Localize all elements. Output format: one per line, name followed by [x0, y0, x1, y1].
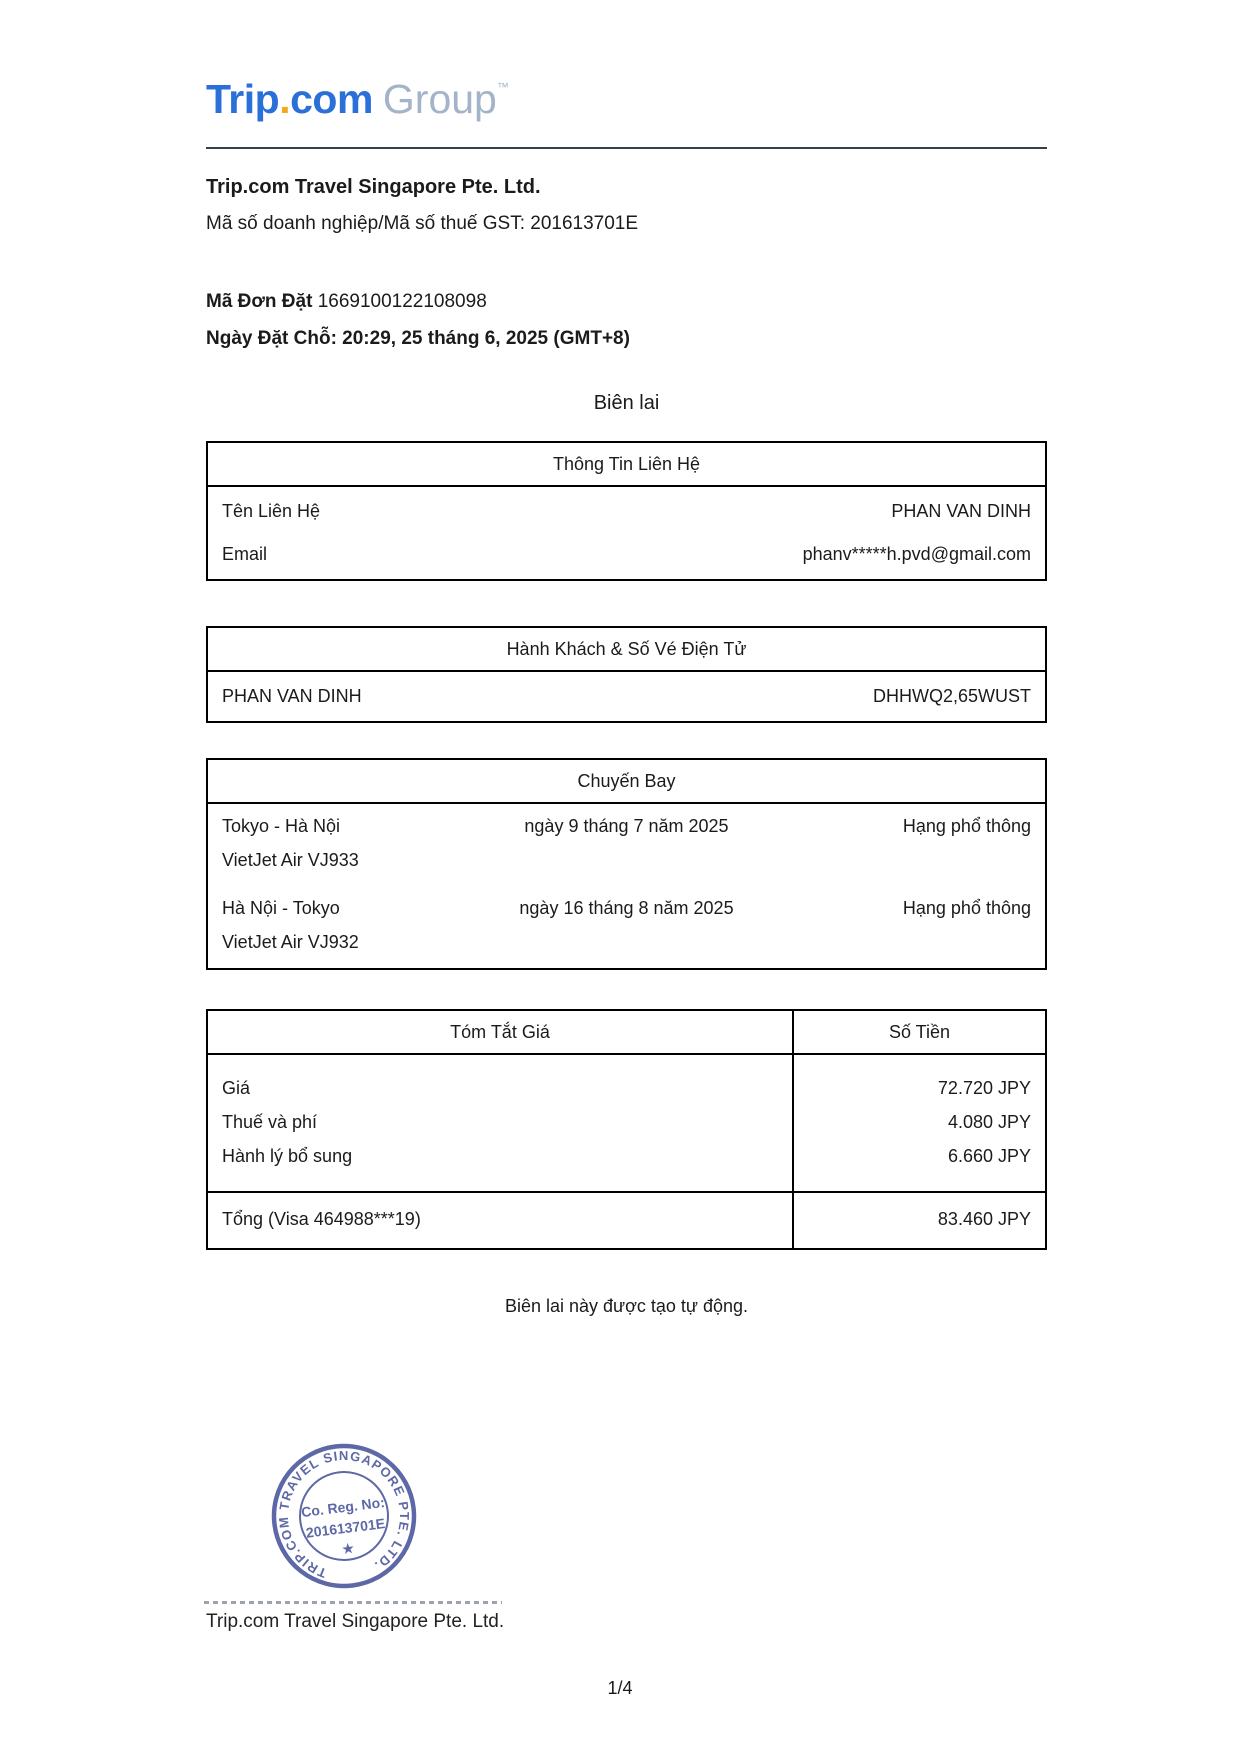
- stamp-reg-number: 201613701E: [305, 1515, 386, 1541]
- price-summary-table: [206, 1009, 1047, 1250]
- issuer-tax-id: Mã số doanh nghiệp/Mã số thuế GST: 201613701E: [206, 213, 639, 234]
- price-row-label: Giá: [222, 1078, 251, 1098]
- company-stamp: [263, 1435, 439, 1597]
- booking-id-value: 1669100122108098: [317, 291, 487, 312]
- company-stamp-seal: [254, 1426, 435, 1607]
- logo-group-text: Group: [382, 76, 497, 122]
- passenger-table-header: Hành Khách & Số Vé Điện Tử: [208, 628, 1045, 672]
- logo-trademark-symbol: ™: [496, 80, 509, 94]
- price-summary-column-header: Tóm Tắt Giá: [208, 1011, 792, 1055]
- booking-date-line: Ngày Đặt Chỗ: 20:29, 25 tháng 6, 2025 (GMT+8): [206, 328, 630, 349]
- total-label: Tổng (Visa 464988***19): [208, 1191, 792, 1248]
- contact-name-label: Tên Liên Hệ: [222, 501, 321, 521]
- segment-summary: [222, 816, 1031, 837]
- segment-route: Tokyo - Hà Nội: [222, 816, 341, 836]
- page-title: Biên lai: [593, 392, 660, 414]
- total-amount: 83.460 JPY: [792, 1191, 1045, 1248]
- logo-trip-text: Trip: [206, 76, 280, 122]
- tripcom-group-logo: [206, 0, 1047, 123]
- price-row-label: Hành lý bổ sung: [222, 1146, 353, 1166]
- segment-cabin-class: Hạng phổ thông: [902, 816, 1031, 836]
- page-number: 1/4: [607, 1678, 633, 1698]
- segment-date: ngày 9 tháng 7 năm 2025: [524, 816, 729, 836]
- segment-flight-number: VietJet Air VJ932: [222, 932, 359, 952]
- table-row: [208, 533, 1045, 579]
- flights-table: [206, 758, 1047, 970]
- price-row-amount: 6.660 JPY: [947, 1146, 1031, 1166]
- table-row: [208, 487, 1045, 533]
- passenger-ticket-table: [206, 626, 1047, 723]
- receipt-content: [206, 0, 1047, 1633]
- stamp-star-icon: ★: [340, 1539, 356, 1559]
- segment-summary: [222, 898, 1031, 919]
- segment-route: Hà Nội - Tokyo: [222, 898, 340, 918]
- logo-dot: .: [279, 76, 291, 122]
- logo-com-text: com: [290, 76, 373, 122]
- flight-segment-return: [208, 886, 1045, 968]
- price-labels-cell: [208, 1055, 792, 1191]
- table-row: [208, 672, 1045, 721]
- contact-email-label: Email: [222, 544, 268, 564]
- eticket-number: DHHWQ2,65WUST: [872, 686, 1031, 706]
- price-amounts-cell: [792, 1055, 1045, 1191]
- flight-segment-outbound: [208, 804, 1045, 886]
- stamp-ring-text: TRIP.COM TRAVEL SINGAPORE PTE. LTD.: [275, 1447, 413, 1581]
- stamp-reg-label: Co. Reg. No:: [300, 1494, 386, 1521]
- price-row-label: Thuế và phí: [222, 1112, 318, 1132]
- price-row-amount: 4.080 JPY: [947, 1112, 1031, 1132]
- segment-cabin-class: Hạng phổ thông: [902, 898, 1031, 918]
- auto-generated-note: Biên lai này được tạo tự động.: [504, 1296, 749, 1316]
- contact-table-header: Thông Tin Liên Hệ: [208, 443, 1045, 487]
- booking-id-line: [206, 291, 1047, 313]
- header-divider: [206, 147, 1047, 149]
- booking-id-label: Mã Đơn Đặt: [206, 291, 313, 312]
- footer-company-name: Trip.com Travel Singapore Pte. Ltd.: [206, 1611, 505, 1632]
- issuer-company-name: Trip.com Travel Singapore Pte. Ltd.: [206, 176, 541, 198]
- contact-name-value: PHAN VAN DINH: [891, 501, 1031, 521]
- price-row-amount: 72.720 JPY: [937, 1078, 1031, 1098]
- contact-info-table: [206, 441, 1047, 581]
- amount-column-header: Số Tiền: [792, 1011, 1045, 1055]
- signature-dashed-line: [204, 1601, 502, 1604]
- contact-email-value: phanv*****h.pvd@gmail.com: [802, 544, 1031, 564]
- segment-flight-number: VietJet Air VJ933: [222, 850, 359, 870]
- flights-table-header: Chuyến Bay: [208, 760, 1045, 804]
- passenger-name: PHAN VAN DINH: [222, 686, 362, 706]
- segment-date: ngày 16 tháng 8 năm 2025: [519, 898, 734, 918]
